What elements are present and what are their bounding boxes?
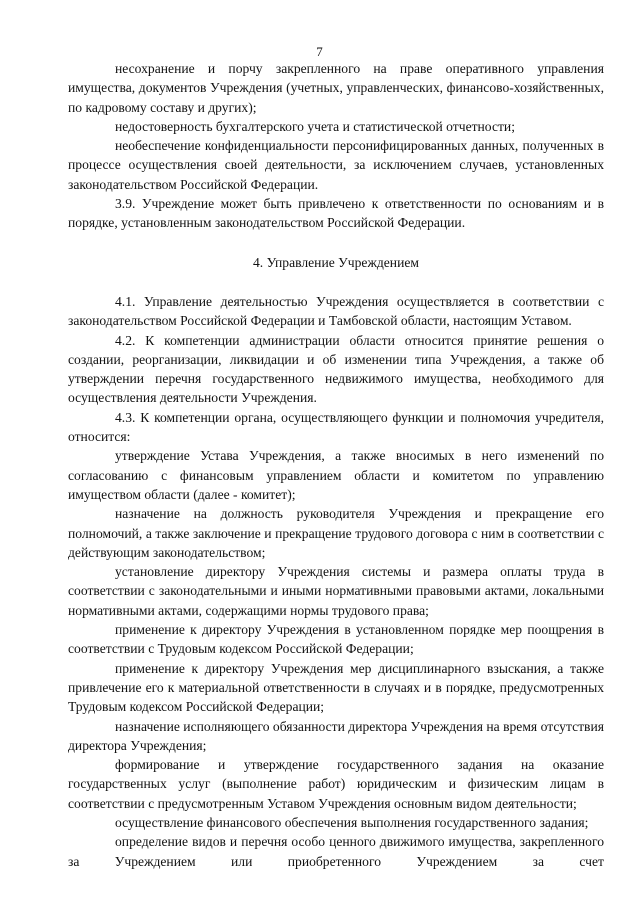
paragraph: 4.1. Управление деятельностью Учреждения осуществляется в соответствии с законодательством Российской Федерации и Тамбовской области, настоящим Уставом.: [68, 293, 604, 329]
paragraph: утверждение Устава Учреждения, а также вносимых в него изменений по согласованию с финансовым управлением области и комитетом по управлению имуществом области (далее - комитет);: [68, 448, 604, 502]
paragraph: назначение исполняющего обязанности директора Учреждения на время отсутствия директора Учреждения;: [68, 718, 604, 753]
paragraph: недостоверность бухгалтерского учета и статистической отчетности;: [115, 118, 515, 134]
paragraph: назначение на должность руководителя Учреждения и прекращение его полномочий, а также заключение и прекращение трудового договора с ним в соответствии с действующим законодательством;: [68, 506, 604, 560]
paragraph: 4.2. К компетенции администрации области относится принятие решения о создании, реорганизации, ликвидации и об изменении типа Учреждения, а также об утверждении перечня государственного недвижимого имущества, необходимого для осуществления деятельности Учреждения.: [68, 332, 604, 406]
paragraph: осуществление финансового обеспечения выполнения государственного задания;: [115, 814, 589, 830]
paragraph: формирование и утверждение государственного задания на оказание государственных услуг (выполнение работ) юридическим и физическим лицам в соответствии с предусмотренным Уставом Учреждения основным видом деятельности;: [68, 757, 604, 811]
paragraph: 4.3. К компетенции органа, осуществляющего функции и полномочия учредителя, относится:: [68, 409, 604, 445]
paragraph: определение видов и перечня особо ценного движимого имущества, закрепленного за Учреждением или приобретенного Учреждением за счет: [68, 834, 604, 869]
paragraph: необеспечение конфиденциальности персонифицированных данных, полученных в процессе осуществления своей деятельности, за исключением случаев, установленных законодательством Российской Федерации.: [68, 138, 604, 192]
paragraph: несохранение и порчу закрепленного на праве оперативного управления имущества, документов Учреждения (учетных, управленческих, финансово-хозяйственных, по кадровому составу и других);: [68, 61, 604, 115]
paragraph: 3.9. Учреждение может быть привлечено к ответственности по основаниям и в порядке, установленным законодательством Российской Федерации.: [68, 196, 604, 231]
paragraph: применение к директору Учреждения в установленном порядке мер поощрения в соответствии с Трудовым кодексом Российской Федерации;: [68, 622, 604, 657]
page-number: 7: [316, 44, 323, 59]
section-heading: 4. Управление Учреждением: [253, 254, 419, 270]
document-body: [68, 59, 604, 871]
paragraph: установление директору Учреждения системы и размера оплаты труда в соответствии с законодательными и иными нормативными правовыми актами, локальными нормативными актами, содержащими нормы трудового права;: [68, 564, 604, 618]
paragraph: применение к директору Учреждения мер дисциплинарного взыскания, а также привлечение его к материальной ответственности в случаях и в порядке, предусмотренных Трудовым кодексом Российской Федерации;: [68, 660, 604, 715]
